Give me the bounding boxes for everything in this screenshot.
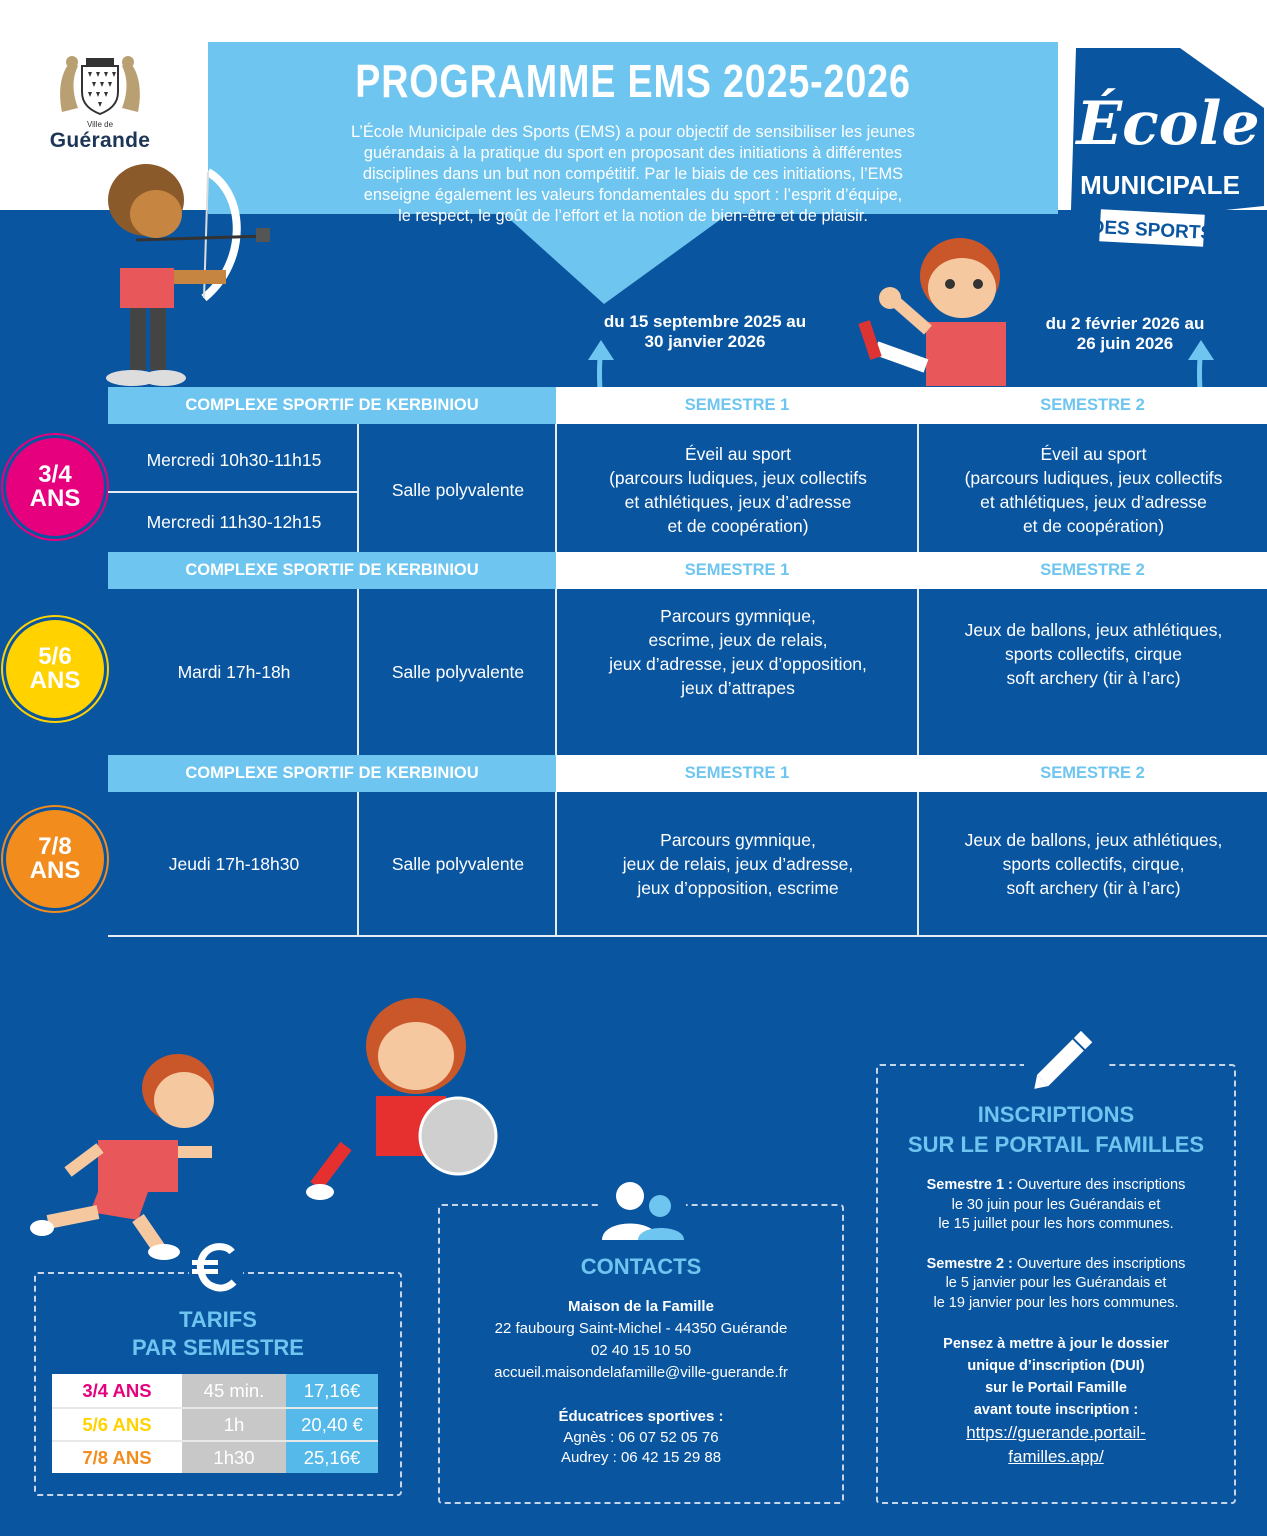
page-title: PROGRAMME EMS 2025-2026 bbox=[355, 55, 911, 107]
intro-line: enseigne également les valeurs fondamentales du sport : l’esprit d’équipe, bbox=[363, 186, 903, 204]
semester2-header: SEMESTRE 2 bbox=[918, 755, 1267, 792]
educator-contact[interactable]: Agnès : 06 07 52 05 76 bbox=[563, 1429, 719, 1446]
age-unit: ANS bbox=[29, 857, 81, 884]
semester1-registration: Semestre 1 : Ouverture des inscriptions le 30 juin pour les Guérandais et le 15 juillet pour les hors communes. bbox=[926, 1177, 1186, 1232]
age-number: 3/4 bbox=[38, 461, 72, 488]
people-icon bbox=[598, 1180, 686, 1242]
guerande-logo bbox=[30, 52, 170, 153]
pencil-icon bbox=[1024, 1022, 1106, 1100]
tarifs-title: TARIFS PAR SEMESTRE bbox=[132, 1307, 304, 1360]
ecole-municipale-badge bbox=[1060, 46, 1267, 256]
tarif-duration: 1h bbox=[182, 1409, 286, 1440]
semester1-header: SEMESTRE 1 bbox=[556, 552, 918, 589]
room-cell: Salle polyvalente bbox=[391, 854, 525, 874]
euro-icon bbox=[188, 1238, 244, 1294]
age-badge-3-4 bbox=[6, 438, 104, 536]
logo-ville-de: Ville de bbox=[86, 120, 114, 129]
semester2-header: SEMESTRE 2 bbox=[918, 387, 1267, 424]
tarif-price: 25,16€ bbox=[286, 1442, 378, 1473]
contacts-title: CONTACTS bbox=[580, 1254, 702, 1279]
semester2-header: SEMESTRE 2 bbox=[918, 552, 1267, 589]
contact-place: Maison de la Famille bbox=[568, 1298, 714, 1315]
intro-line: L’École Municipale des Sports (EMS) a pour objectif de sensibiliser les jeunes bbox=[351, 123, 915, 141]
age-number: 5/6 bbox=[38, 643, 72, 670]
contact-email[interactable]: accueil.maisondelafamille@ville-guerande.fr bbox=[494, 1364, 788, 1381]
tarif-price: 20,40 € bbox=[286, 1409, 378, 1440]
inscriptions-details bbox=[876, 1176, 1236, 1469]
tarif-duration: 1h30 bbox=[182, 1442, 286, 1473]
venue-header: COMPLEXE SPORTIF DE KERBINIOU bbox=[108, 387, 556, 424]
age-number: 7/8 bbox=[38, 833, 72, 860]
contact-address: 22 faubourg Saint-Michel - 44350 Guérande bbox=[494, 1320, 788, 1337]
semester2-activities: Jeux de ballons, jeux athlétiques, sports collectifs, cirque, soft archery (tir à l’arc) bbox=[964, 830, 1223, 898]
tarif-duration: 45 min. bbox=[182, 1374, 286, 1407]
educators-label: Éducatrices sportives : bbox=[558, 1408, 724, 1425]
time-slot: Mercredi 11h30-12h15 bbox=[146, 512, 322, 532]
semester1-activities: Éveil au sport (parcours ludiques, jeux collectifs et athlétiques, jeux d’adresse et de coopération) bbox=[609, 444, 867, 536]
tarif-age: 3/4 ANS bbox=[52, 1374, 182, 1407]
running-child-illustration bbox=[28, 1052, 228, 1262]
archer-child-illustration bbox=[96, 158, 286, 388]
inscriptions-title: INSCRIPTIONS SUR LE PORTAIL FAMILLES bbox=[907, 1102, 1205, 1157]
semester2-activities: Éveil au sport (parcours ludiques, jeux collectifs et athlétiques, jeux d’adresse et de coopération) bbox=[964, 444, 1223, 536]
semester2-registration: Semestre 2 : Ouverture des inscriptions le 5 janvier pour les Guérandais et le 19 janvier pour les hors communes. bbox=[926, 1255, 1186, 1311]
contact-phone[interactable]: 02 40 15 10 50 bbox=[590, 1342, 692, 1359]
coat-of-arms-icon bbox=[50, 52, 150, 118]
age-badge-5-6 bbox=[6, 620, 104, 718]
time-slot: Jeudi 17h-18h30 bbox=[168, 854, 300, 874]
tarif-price: 17,16€ bbox=[286, 1374, 378, 1407]
age-unit: ANS bbox=[29, 485, 81, 512]
time-slot: Mercredi 10h30-11h15 bbox=[146, 450, 322, 470]
venue-header: COMPLEXE SPORTIF DE KERBINIOU bbox=[108, 755, 556, 792]
semester2-activities: Jeux de ballons, jeux athlétiques, sports collectifs, cirque soft archery (tir à l’arc) bbox=[964, 620, 1223, 688]
kicking-child-illustration bbox=[856, 218, 1026, 388]
tarif-row bbox=[52, 1440, 378, 1473]
age-badge-7-8 bbox=[6, 810, 104, 908]
tarif-row bbox=[52, 1407, 378, 1440]
tarif-age: 7/8 ANS bbox=[52, 1442, 182, 1473]
tarif-age: 5/6 ANS bbox=[52, 1409, 182, 1440]
portail-familles-link[interactable]: https://guerande.portail- familles.app/ bbox=[966, 1423, 1146, 1466]
room-cell: Salle polyvalente bbox=[391, 480, 525, 500]
intro-line: guérandais à la pratique du sport en proposant des initiations à différentes bbox=[363, 144, 903, 162]
date-line: 26 juin 2026 bbox=[1076, 334, 1174, 353]
contacts-details bbox=[438, 1296, 844, 1468]
semester1-header: SEMESTRE 1 bbox=[556, 387, 918, 424]
intro-line: disciplines dans un but non compétitif. Par le biais de ces initiations, l’EMS bbox=[362, 165, 904, 183]
tarif-row bbox=[52, 1374, 378, 1407]
intro-text bbox=[236, 122, 1030, 227]
venue-header: COMPLEXE SPORTIF DE KERBINIOU bbox=[108, 552, 556, 589]
semester1-activities: Parcours gymnique, escrime, jeux de relais, jeux d’adresse, jeux d’opposition, jeux d’attrapes bbox=[609, 606, 867, 698]
des-sports-word: DES SPORTS bbox=[1090, 216, 1214, 245]
dui-reminder: Pensez à mettre à jour le dossier unique d’inscription (DUI) sur le Portail Famille avant toute inscription : bbox=[943, 1336, 1169, 1418]
intro-line: le respect, le goût de l’effort et la notion de bien-être et de plaisir. bbox=[398, 207, 868, 225]
municipale-word: MUNICIPALE bbox=[1080, 170, 1240, 200]
date-line: du 2 février 2026 au bbox=[1045, 314, 1205, 333]
age-unit: ANS bbox=[29, 667, 81, 694]
tarifs-table bbox=[52, 1374, 378, 1473]
date-line: 30 janvier 2026 bbox=[644, 332, 766, 351]
time-slot: Mardi 17h-18h bbox=[177, 662, 291, 682]
room-cell: Salle polyvalente bbox=[391, 662, 525, 682]
semester1-header: SEMESTRE 1 bbox=[556, 755, 918, 792]
ball-child-illustration bbox=[306, 996, 506, 1206]
ecole-word: École bbox=[1076, 89, 1260, 159]
date-line: du 15 septembre 2025 au bbox=[603, 312, 807, 331]
semester1-activities: Parcours gymnique, jeux de relais, jeux d’adresse, jeux d’opposition, escrime bbox=[622, 830, 854, 898]
educator-contact[interactable]: Audrey : 06 42 15 29 88 bbox=[560, 1449, 722, 1466]
logo-town: Guérande bbox=[49, 129, 151, 152]
semester2-dates bbox=[990, 314, 1260, 354]
